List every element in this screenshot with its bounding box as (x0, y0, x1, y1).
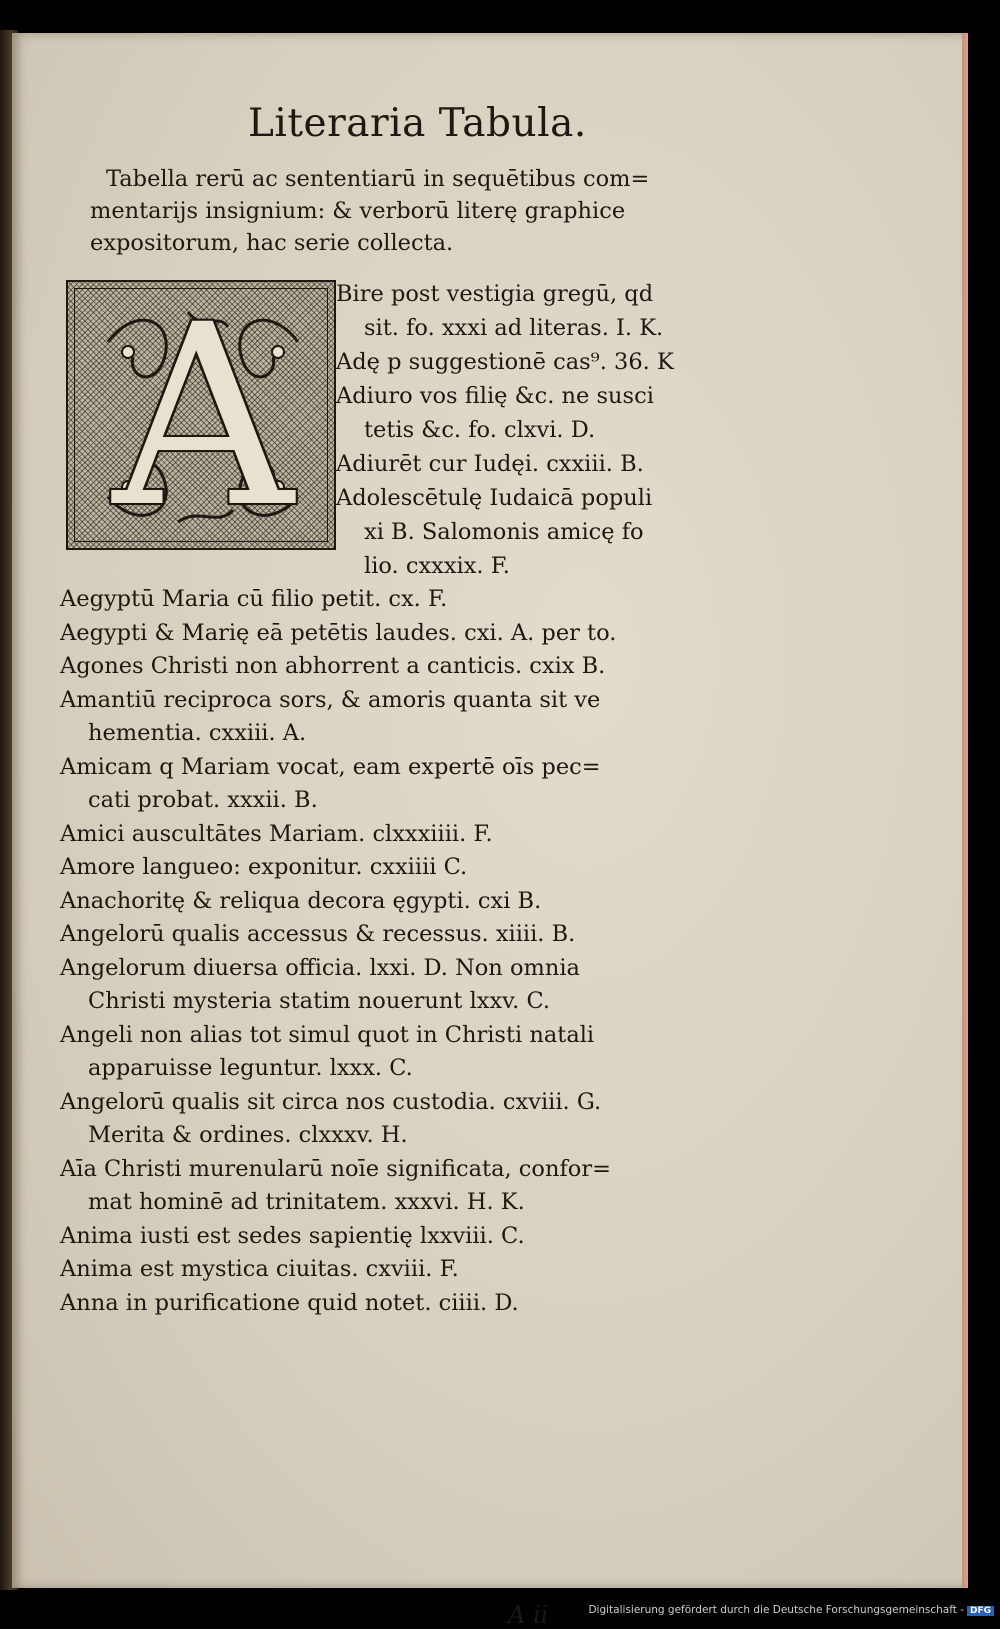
index-entry: Anima est mystica ciuitas. cxviii. F. (60, 1256, 459, 1282)
index-entry-continuation: apparuisse leguntur. lxxx. C. (88, 1055, 413, 1081)
index-entry: Anachoritę & reliqua decora ęgypti. cxi B. (60, 887, 542, 914)
intro-paragraph (90, 163, 740, 259)
index-entry: Agones Christi non abhorrent a canticis. cxix B. (60, 653, 606, 679)
index-entry-continuation: tetis &c. fo. clxvi. D. (364, 417, 596, 443)
intro-line: expositorum, hac serie collecta. (90, 230, 454, 256)
index-entry-continuation: lio. cxxxix. F. (364, 553, 510, 579)
index-entry-continuation: sit. fo. xxxi ad literas. I. K. (364, 315, 664, 341)
index-entry: Anima iusti est sedes sapientię lxxviii. C. (60, 1222, 525, 1249)
intro-line: Tabella rerū ac sententiarū in sequētibus com= (106, 166, 650, 192)
index-entry: Angelorū qualis accessus & recessus. xiiii. B. (60, 921, 576, 947)
index-entry: Amici auscultātes Mariam. clxxxiiii. F. (60, 820, 493, 847)
entries-beside-initial (336, 277, 736, 583)
footer-text: Digitalisierung gefördert durch die Deutsche Forschungsgemeinschaft - (588, 1604, 964, 1616)
footer-credit (588, 1604, 994, 1616)
index-entry-continuation: Merita & ordines. clxxxv. H. (88, 1122, 408, 1148)
index-entry: Amicam q Mariam vocat, eam expertē oīs pec= (60, 753, 601, 780)
index-entry: Amore langueo: exponitur. cxxiiii C. (60, 854, 468, 880)
index-entry: Aīa Christi murenularū noīe significata, confor= (60, 1155, 611, 1182)
index-entry-continuation: mat hominē ad trinitatem. xxxvi. H. K. (88, 1189, 525, 1215)
index-entry: Adiurēt cur Iudęi. cxxiii. B. (336, 451, 644, 477)
index-entry: Aegyptū Maria cū filio petit. cx. F. (60, 586, 448, 612)
index-entry: Adę p suggestionē cas⁹. 36. K (336, 349, 674, 375)
index-entry: Aegypti & Marię eā petētis laudes. cxi. A. per to. (60, 619, 617, 646)
index-entry-continuation: Christi mysteria statim nouerunt lxxv. C. (88, 988, 551, 1014)
index-entries (60, 583, 740, 1320)
decorated-initial (66, 271, 336, 562)
index-entry: Amantiū reciproca sors, & amoris quanta sit ve (60, 686, 601, 713)
index-entry: Adolescētulę Iudaicā populi (336, 485, 653, 511)
signature-mark: A ii (508, 1601, 549, 1629)
index-entry-continuation: hementia. cxxiii. A. (88, 720, 307, 746)
index-entry: Adiuro vos filię &c. ne susci (336, 383, 654, 409)
index-entry: Angelorum diuersa officia. lxxi. D. Non omnia (60, 954, 580, 981)
index-entry: Angeli non alias tot simul quot in Christi natali (60, 1021, 595, 1048)
index-entry: Anna in purificatione quid notet. ciiii. D. (60, 1289, 519, 1316)
intro-line: mentarijs insignium: & verborū literę graphice (90, 198, 626, 224)
initial-letter: A (112, 271, 294, 562)
page-title: Literaria Tabula. (248, 101, 587, 146)
dfg-logo-icon: DFG (967, 1606, 994, 1616)
index-entry-continuation: cati probat. xxxii. B. (88, 787, 318, 813)
index-entry-continuation: xi B. Salomonis amicę fo (364, 519, 644, 545)
index-entry: Bire post vestigia gregū, qd (336, 281, 654, 307)
index-entry: Angelorū qualis sit circa nos custodia. cxviii. G. (60, 1088, 602, 1115)
